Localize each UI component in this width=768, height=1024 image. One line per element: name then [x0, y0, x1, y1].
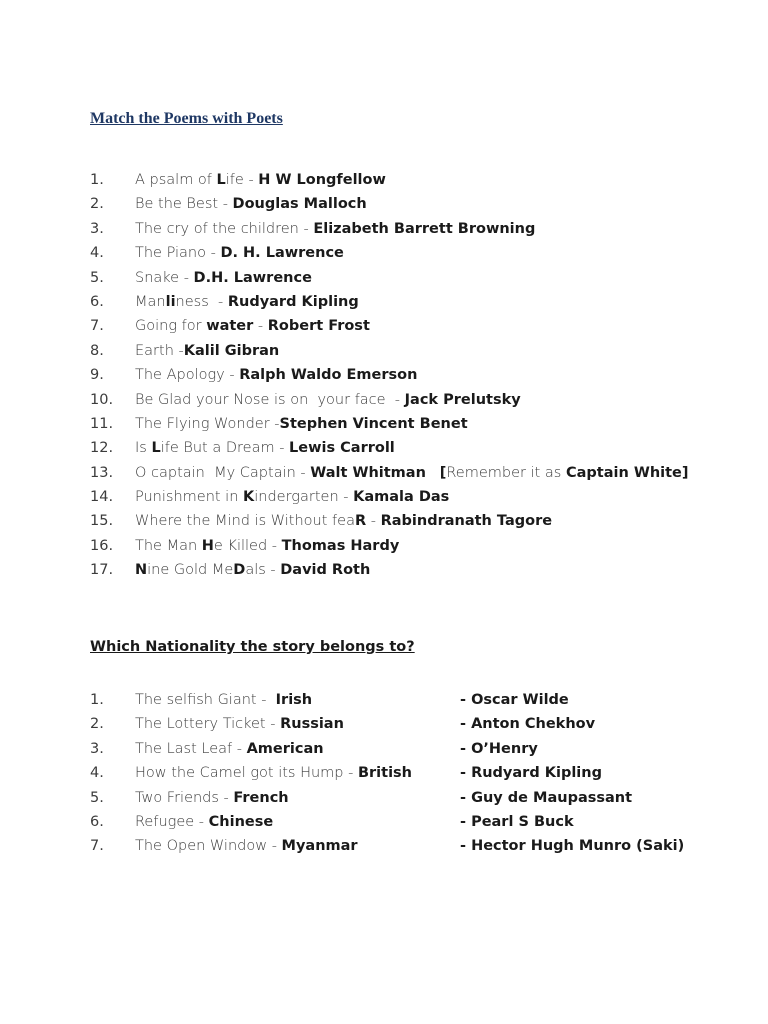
- story-title: The Lottery Ticket -: [135, 716, 281, 733]
- list-number: 5.: [90, 269, 104, 286]
- poem-list-item: [90, 412, 750, 436]
- story-list-item: [90, 737, 750, 761]
- list-number: 13.: [90, 464, 114, 481]
- poem-list-item: [90, 290, 750, 314]
- bold-text: D. H. Lawrence: [220, 245, 344, 262]
- story-title: The Open Window -: [135, 838, 282, 855]
- text-fragment: ine Gold Me: [147, 562, 234, 579]
- list-number: 5.: [90, 789, 104, 806]
- text-fragment: Snake -: [135, 269, 194, 286]
- story-list-item: [90, 834, 750, 858]
- list-number: 1.: [90, 172, 104, 188]
- text-fragment: ife But a Dream -: [160, 440, 290, 457]
- list-number: 8.: [90, 342, 104, 359]
- list-number: 14.: [90, 489, 114, 506]
- story-list-item: [90, 786, 750, 810]
- story-title: The Last Leaf -: [135, 740, 247, 757]
- poem-text: [135, 461, 689, 485]
- text-fragment: -: [366, 513, 381, 530]
- bold-text: Ralph Waldo Emerson: [239, 367, 418, 384]
- poem-text: [135, 339, 279, 363]
- bold-text: N: [135, 562, 148, 579]
- text-fragment: Is: [135, 440, 152, 457]
- bold-text: Captain White]: [565, 464, 689, 481]
- poem-list-item: [90, 266, 750, 290]
- text-fragment: e Killed -: [213, 537, 282, 554]
- poem-list-item: [90, 461, 750, 485]
- text-fragment: Earth -: [135, 342, 184, 359]
- poem-text: [135, 192, 367, 216]
- bold-text: K: [243, 489, 255, 506]
- story-list-item: [90, 810, 750, 834]
- poem-list-item: [90, 363, 750, 387]
- story-nationality: British: [357, 765, 412, 782]
- bold-text: L: [151, 440, 161, 457]
- bold-text: li: [165, 293, 176, 310]
- bold-text: H W Longfellow: [258, 172, 386, 188]
- text-fragment: Where the Mind is Without fea: [135, 513, 355, 530]
- story-text: [135, 810, 273, 834]
- story-nationality: Russian: [280, 716, 344, 733]
- bold-text: Lewis Carroll: [289, 440, 395, 457]
- story-list-item: [90, 712, 750, 736]
- text-fragment: ness -: [175, 293, 228, 310]
- list-number: 17.: [90, 562, 114, 579]
- text-fragment: Be Glad your Nose is on your face -: [135, 391, 405, 408]
- story-nationality: Irish: [275, 692, 313, 708]
- list-number: 2.: [90, 716, 104, 733]
- story-text: [135, 688, 312, 712]
- story-nationality: Myanmar: [281, 838, 358, 855]
- poem-text: [135, 241, 344, 265]
- story-text: [135, 834, 358, 858]
- poems-list: [90, 168, 750, 583]
- bold-text: Kalil Gibran: [183, 342, 280, 359]
- list-number: 9.: [90, 367, 104, 384]
- story-text: [135, 712, 344, 736]
- story-author: - Anton Chekhov: [460, 716, 596, 733]
- story-text: [135, 761, 412, 785]
- poem-text: [135, 290, 359, 314]
- poem-list-item: [90, 534, 750, 558]
- story-author: - Pearl S Buck: [460, 813, 574, 830]
- bold-text: L: [216, 172, 226, 188]
- stories-list: [90, 688, 750, 859]
- poem-list-item: [90, 217, 750, 241]
- story-nationality: American: [246, 740, 324, 757]
- poem-text: [135, 314, 370, 338]
- list-number: 2.: [90, 196, 104, 213]
- poem-text: [135, 412, 468, 436]
- poem-list-item: [90, 192, 750, 216]
- list-number: 4.: [90, 765, 104, 782]
- poem-text: [135, 168, 386, 192]
- poem-text: [135, 266, 312, 290]
- text-fragment: A psalm of: [135, 172, 217, 188]
- text-fragment: Punishment in: [135, 489, 243, 506]
- bold-text: Douglas Malloch: [232, 196, 367, 213]
- list-number: 12.: [90, 440, 114, 457]
- story-author: - Oscar Wilde: [460, 692, 569, 708]
- bold-text: H: [201, 537, 214, 554]
- poem-list-item: [90, 388, 750, 412]
- poem-list-item: [90, 241, 750, 265]
- bold-text: Robert Frost: [267, 318, 370, 335]
- poem-list-item: [90, 314, 750, 338]
- list-number: 3.: [90, 220, 104, 237]
- bold-text: D: [233, 562, 246, 579]
- story-text: [135, 737, 324, 761]
- poem-list-item: [90, 558, 750, 582]
- bold-text: Stephen Vincent Benet: [279, 415, 468, 432]
- text-fragment: O captain My Captain -: [135, 464, 311, 481]
- bold-text: D.H. Lawrence: [193, 269, 312, 286]
- list-number: 7.: [90, 838, 104, 855]
- list-number: 7.: [90, 318, 104, 335]
- story-text: [135, 786, 289, 810]
- bold-text: Elizabeth Barrett Browning: [313, 220, 536, 237]
- story-title: How the Camel got its Hump -: [135, 765, 358, 782]
- text-fragment: The Man: [135, 537, 202, 554]
- bold-text: water: [206, 318, 254, 335]
- list-number: 6.: [90, 293, 104, 310]
- story-nationality: Chinese: [208, 813, 274, 830]
- story-author: - Rudyard Kipling: [460, 765, 602, 782]
- text-fragment: indergarten -: [254, 489, 354, 506]
- bold-text: David Roth: [280, 562, 371, 579]
- bold-text: Thomas Hardy: [281, 537, 400, 554]
- poem-list-item: [90, 339, 750, 363]
- list-number: 1.: [90, 692, 104, 708]
- list-number: 4.: [90, 245, 104, 262]
- text-fragment: Be the Best -: [135, 196, 233, 213]
- poem-list-item: [90, 436, 750, 460]
- poem-text: [135, 534, 399, 558]
- poem-text: [135, 485, 449, 509]
- text-fragment: Remember it as: [446, 464, 566, 481]
- story-list-item: [90, 761, 750, 785]
- poem-text: [135, 217, 535, 241]
- poem-text: [135, 388, 521, 412]
- bold-text: Walt Whitman: [310, 464, 426, 481]
- story-title: Two Friends -: [135, 789, 234, 806]
- list-number: 16.: [90, 537, 114, 554]
- story-nationality: French: [233, 789, 289, 806]
- poems-section-heading: Match the Poems with Poets: [90, 110, 283, 127]
- text-fragment: The Apology -: [135, 367, 240, 384]
- poem-list-item: [90, 509, 750, 533]
- story-list-item: [90, 688, 750, 712]
- poem-text: [135, 509, 552, 533]
- list-number: 3.: [90, 740, 104, 757]
- poem-text: [135, 363, 417, 387]
- bold-text: Kamala Das: [353, 489, 450, 506]
- list-number: 15.: [90, 513, 114, 530]
- text-fragment: ife -: [225, 172, 259, 188]
- list-number: 10.: [90, 391, 114, 408]
- story-author: - O’Henry: [460, 740, 538, 757]
- stories-section-heading: Which Nationality the story belongs to?: [90, 639, 415, 655]
- bold-text: Jack Prelutsky: [404, 391, 521, 408]
- bold-text: Rabindranath Tagore: [380, 513, 553, 530]
- text-fragment: Man: [135, 293, 166, 310]
- text-fragment: Going for: [135, 318, 207, 335]
- story-title: The selfish Giant -: [135, 692, 276, 708]
- bold-text: [: [439, 464, 447, 481]
- text-fragment: The Flying Wonder -: [135, 415, 280, 432]
- text-fragment: The cry of the children -: [135, 220, 314, 237]
- poem-text: [135, 558, 370, 582]
- bold-text: Rudyard Kipling: [227, 293, 359, 310]
- poem-list-item: [90, 485, 750, 509]
- story-author: - Hector Hugh Munro (Saki): [460, 838, 685, 855]
- story-title: Refugee -: [135, 813, 209, 830]
- text-fragment: als -: [245, 562, 281, 579]
- poem-text: [135, 436, 395, 460]
- poem-list-item: [90, 168, 750, 192]
- text-fragment: The Piano -: [135, 245, 221, 262]
- text-fragment: -: [253, 318, 268, 335]
- list-number: 6.: [90, 813, 104, 830]
- text-fragment: [426, 465, 440, 481]
- list-number: 11.: [90, 415, 114, 432]
- story-author: - Guy de Maupassant: [460, 789, 633, 806]
- bold-text: R: [354, 513, 367, 530]
